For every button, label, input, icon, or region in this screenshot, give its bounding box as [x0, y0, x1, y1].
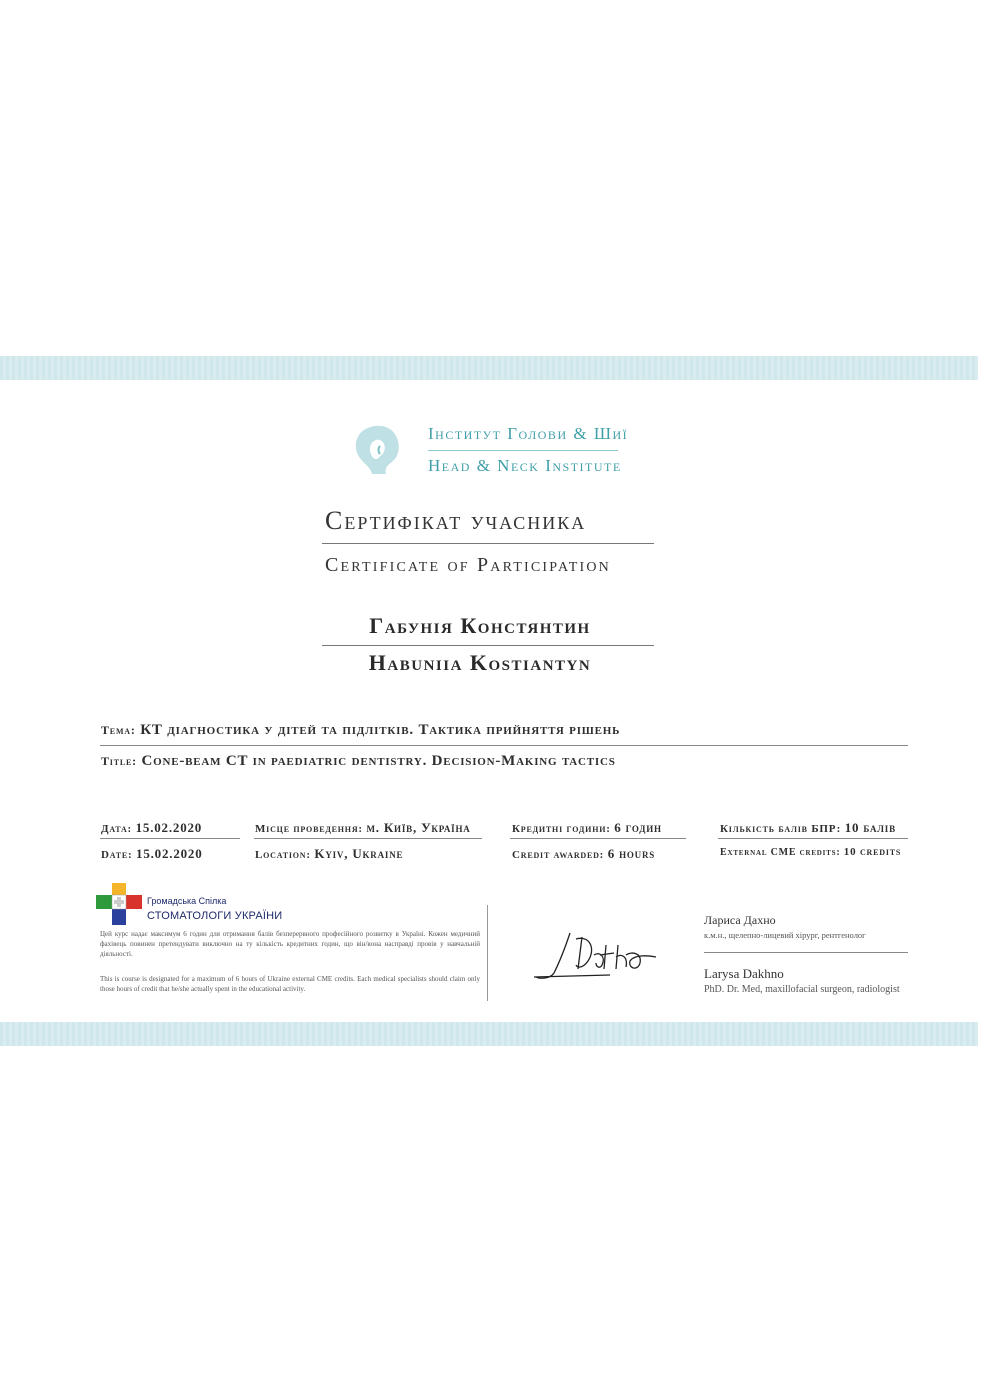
- date-ua: [101, 820, 202, 836]
- participant-name-en: Habuniia Kostiantyn: [368, 650, 592, 675]
- bottom-decorative-band: [0, 1022, 978, 1046]
- topic-value-ua: КТ діагностика у дітей та підлітків. Тактика прийняття рішень: [140, 722, 621, 738]
- topic-label-en: Title:: [101, 754, 137, 768]
- topic-en: [101, 753, 616, 770]
- signer-divider: [704, 952, 908, 953]
- credits-label-ua: Кредитні години:: [512, 823, 611, 835]
- certificate-title-ua: Сертифікат учасника: [325, 506, 587, 535]
- handwritten-signature: [530, 925, 670, 985]
- cme-note-en: This is course is designated for a maximum of 6 hours of Ukraine external CME credits. Each medical specialists should claim only those hours of credit that he/she actually spent in the educational activity.: [100, 975, 480, 993]
- points-value-ua: 10 балів: [844, 820, 896, 835]
- participant-name-ua: Габунія Констянтин: [369, 613, 591, 638]
- institute-divider: [428, 450, 618, 451]
- institute-name-ua: Інститут Голови & Шиї: [428, 424, 629, 443]
- signer-name-ua: Лариса Дахно: [704, 913, 776, 927]
- certificate-title-en: Certificate of Participation: [325, 554, 611, 576]
- location-value-en: Kyiv, Ukraine: [314, 846, 404, 861]
- dentists-union-logo-icon: [96, 883, 142, 929]
- points-divider: [718, 838, 908, 839]
- points-value-en: 10 credits: [843, 846, 902, 858]
- signer-name-en: Larysa Dakhno: [704, 966, 784, 981]
- topic-ua: [101, 722, 620, 739]
- location-value-ua: м. Київ, Україна: [366, 820, 471, 835]
- topic-divider: [100, 745, 908, 746]
- date-label-en: Date:: [101, 849, 133, 861]
- points-label-ua: Кількість балів БПР:: [720, 823, 842, 835]
- date-value-ua: 15.02.2020: [135, 820, 203, 835]
- org-name-line2: СТОМАТОЛОГИ УКРАЇНИ: [147, 910, 283, 922]
- org-name-line1: Громадська Спілка: [147, 896, 227, 906]
- date-en: [101, 846, 203, 862]
- credits-value-ua: 6 годин: [614, 820, 662, 835]
- credits-label-en: Credit awarded:: [512, 849, 605, 861]
- credits-value-en: 6 hours: [607, 846, 656, 861]
- topic-label-ua: Тема:: [101, 723, 136, 737]
- credits-divider: [510, 838, 686, 839]
- top-decorative-band: [0, 356, 978, 380]
- signer-role-en: PhD. Dr. Med, maxillofacial surgeon, radiologist: [704, 984, 900, 995]
- location-divider: [254, 838, 482, 839]
- topic-value-en: Cone-beam CT in paediatric dentistry. Decision-Making tactics: [141, 753, 616, 769]
- credits-en: [512, 846, 655, 862]
- location-label-en: Location:: [255, 849, 311, 861]
- head-and-neck-logo-icon: [350, 420, 410, 480]
- cme-note-ua: Цей курс надає максимум 6 годин для отримання балів безперервного професійного розвитку в Україні. Кожен медичний фахівець повинен претендувати виключно на ту кількість кредитних годин, що він/вона насправді провів у навчальній діяльності.: [100, 930, 480, 958]
- footer-vertical-divider: [487, 905, 488, 1001]
- location-en: [255, 846, 403, 862]
- signer-role-ua: к.м.н., щелепно-лицевий хірург, рентгенолог: [704, 930, 866, 940]
- certificate-title-divider: [322, 543, 654, 544]
- location-label-ua: Місце проведення:: [255, 823, 363, 835]
- date-value-en: 15.02.2020: [136, 846, 203, 861]
- credits-ua: [512, 820, 662, 836]
- points-ua: [720, 820, 896, 836]
- points-en: [720, 846, 901, 858]
- location-ua: [255, 820, 471, 836]
- participant-name-divider: [322, 645, 654, 646]
- points-label-en: External CME credits:: [720, 847, 841, 858]
- institute-name-en: Head & Neck Institute: [428, 456, 622, 475]
- date-divider: [100, 838, 240, 839]
- date-label-ua: Дата:: [101, 823, 133, 835]
